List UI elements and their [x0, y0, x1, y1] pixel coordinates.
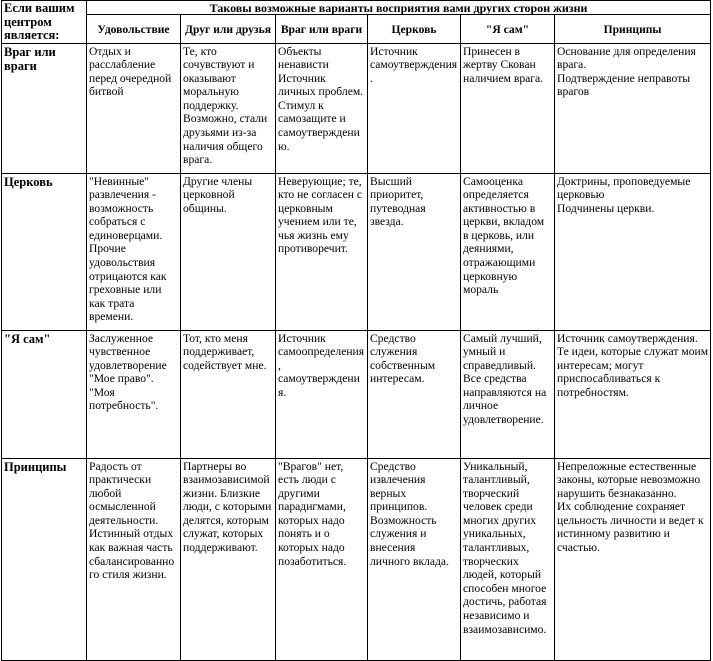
table-row — [2, 458, 711, 660]
cell-text: Высший приоритет, путеводная звезда. — [370, 174, 426, 229]
table-cell — [555, 173, 711, 330]
cell-text: Средство извлечения верных принципов. Возможность служения и внесения личного вклада. — [370, 459, 449, 568]
cell-text: Тот, кто меня поддерживает, содействует мне. — [183, 331, 267, 372]
table-cell — [461, 330, 555, 458]
cell-text: "Моя потребность". — [89, 385, 159, 413]
cell-text: Те, кто сочувствуют и оказывают моральную поддержку. Возможно, стали друзьями из-за наличия общего врага. — [183, 44, 268, 167]
cell-text: Непреложные естественные законы, которые невозможно нарушить безнаказанно. — [557, 459, 701, 500]
cell-text: Принесен в жертву Скован наличием врага. — [463, 44, 544, 85]
column-header-church: Церковь — [368, 15, 461, 43]
cell-text: Другие члены церковной общины. — [183, 174, 253, 215]
cell-text: Самый лучший, умный и справедливый. — [463, 331, 542, 372]
table-cell — [87, 43, 181, 173]
cell-text: Подтверждение неправоты врагов — [557, 71, 691, 99]
table-row — [2, 330, 711, 458]
column-header-pleasure: Удовольствие — [87, 15, 181, 43]
table-cell — [181, 458, 276, 660]
cell-text: Прочие удовольствия отрицаются как греховные или как трата времени. — [89, 242, 167, 324]
cell-text: Все средства направляются на личное удовлетворение. — [463, 372, 547, 427]
table-cell — [276, 173, 368, 330]
cell-text: Их соблюдение сохраняет цельность личности и ведет к истинному развитию и счастью. — [557, 500, 704, 555]
cell-text: Стимул к самозащите и самоутверждению. — [278, 98, 360, 153]
cell-text: Подчинены церкви. — [557, 201, 655, 215]
cell-text: Источник самоутверждения. Те идеи, которые служат моим интересам; могут приспосабливаться к потребностям. — [557, 331, 709, 399]
table-row — [2, 43, 711, 173]
cell-text: Уникальный, талантливый, творческий человек среди многих других уникальных, талантливых, творческих людей, который способен многое достичь, работая независимо и взаимозависимо. — [463, 459, 547, 636]
cell-text: Источник самоопределения, самоутверждения. — [278, 331, 365, 399]
table-cell — [555, 458, 711, 660]
table-cell — [461, 43, 555, 173]
table-cell — [87, 458, 181, 660]
table-cell — [368, 173, 461, 330]
cell-text: Источник личных проблем. — [278, 71, 364, 99]
row-header-church: Церковь — [2, 173, 87, 330]
table-cell — [276, 330, 368, 458]
cell-text: "Врагов" нет, есть люди с другими парадигмами, которых надо понять и о которых надо позаботиться. — [278, 459, 347, 568]
row-header-enemies: Враг или враги — [2, 43, 87, 173]
cell-text: Источник самоутверждения. — [370, 44, 458, 85]
column-header-enemies: Враг или враги — [276, 15, 368, 43]
table-cell — [181, 173, 276, 330]
cell-text: "Невинные" развлечения - возможность собраться с единоверцами. — [89, 174, 163, 242]
table-cell — [555, 330, 711, 458]
cell-text: Отдых и расслабление перед очередной битвой — [89, 44, 172, 99]
table-cell — [87, 173, 181, 330]
cell-text: Неверующие; те, кто не согласен с церковным учением или те, чья жизнь ему противоречит. — [278, 174, 363, 256]
row-header-principles: Принципы — [2, 458, 87, 660]
cell-text: Объекты ненависти — [278, 44, 329, 72]
table-cell — [368, 458, 461, 660]
cell-text: Заслуженное чувственное удовлетворение "Мое право". — [89, 331, 167, 386]
table-title: Таковы возможные варианты восприятия вами других сторон жизни — [87, 1, 711, 15]
cell-text: Основание для определения врага. — [557, 44, 696, 72]
perception-table — [1, 0, 711, 661]
table-cell — [368, 43, 461, 173]
cell-text: Радость от практически любой осмысленной деятельности. Истинный отдых как важная часть сбалансированного стиля жизни. — [89, 459, 175, 582]
table-cell — [368, 330, 461, 458]
table-cell — [276, 458, 368, 660]
column-header-self: "Я сам" — [461, 15, 555, 43]
table-row — [2, 173, 711, 330]
table-cell — [181, 43, 276, 173]
table-cell — [87, 330, 181, 458]
cell-text: Средство служения собственным интересам. — [370, 331, 436, 386]
table-cell — [276, 43, 368, 173]
corner-label: Если вашим центром является: — [2, 1, 87, 44]
table-cell — [461, 173, 555, 330]
column-header-friends: Друг или друзья — [181, 15, 276, 43]
row-header-self: "Я сам" — [2, 330, 87, 458]
cell-text: Доктрины, проповедуемые церковью — [557, 174, 691, 202]
table-cell — [461, 458, 555, 660]
cell-text: Самооценка определяется активностью в церкви, вкладом в церковь, или деяниями, отражающими церковную мораль — [463, 174, 545, 297]
table-cell — [181, 330, 276, 458]
cell-text: Партнеры во взаимозависимой жизни. Близкие люди, с которыми делятся, которым служат, которых поддерживают. — [183, 459, 272, 555]
table-cell — [555, 43, 711, 173]
column-header-principles: Принципы — [555, 15, 711, 43]
